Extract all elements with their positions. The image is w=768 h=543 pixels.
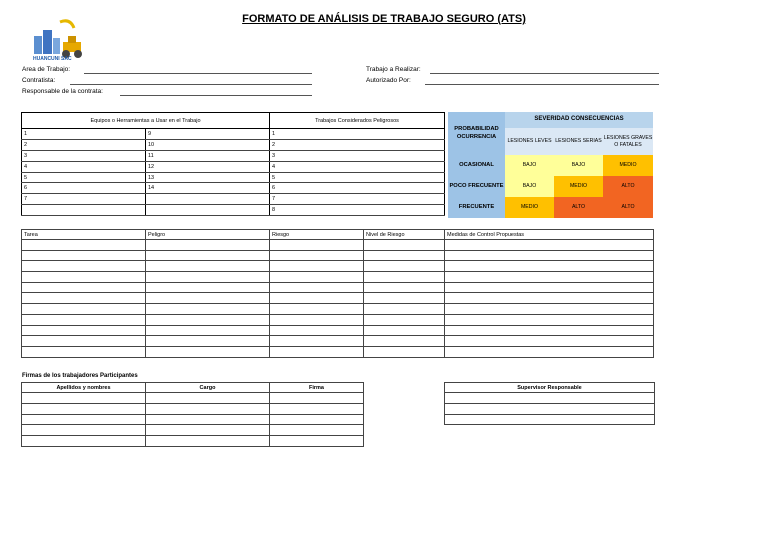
analysis-row [22, 336, 654, 347]
analysis-cell[interactable] [270, 325, 364, 336]
analysis-cell[interactable] [270, 261, 364, 272]
equipment-row [22, 139, 445, 150]
hazard-cell[interactable]: 2 [270, 139, 445, 150]
analysis-cell[interactable] [22, 325, 146, 336]
hazard-cell[interactable]: 1 [270, 129, 445, 140]
analysis-cell[interactable] [270, 346, 364, 357]
probability-level: OCASIONAL [448, 155, 505, 176]
tool-cell[interactable]: 12 [146, 161, 270, 172]
analysis-row [22, 250, 654, 261]
supervisor-cell[interactable] [445, 414, 655, 425]
tool-cell[interactable] [22, 205, 146, 216]
autorizado-label: Autorizado Por: [366, 77, 411, 84]
analysis-cell[interactable] [146, 272, 270, 283]
supervisor-row [445, 414, 655, 425]
tool-cell[interactable] [146, 194, 270, 205]
analysis-cell[interactable] [364, 261, 445, 272]
contratista-line[interactable] [70, 84, 312, 85]
equipment-table [21, 112, 445, 216]
analysis-cell[interactable] [22, 272, 146, 283]
analysis-cell[interactable] [146, 240, 270, 251]
risk-level-cell: ALTO [603, 197, 653, 218]
analysis-cell[interactable] [22, 314, 146, 325]
document-title: FORMATO DE ANÁLISIS DE TRABAJO SEGURO (ATS) [242, 13, 526, 25]
risk-level-cell: MEDIO [554, 176, 603, 197]
equipment-row [22, 205, 445, 216]
logo-text: HUANCUNI SAC [33, 56, 72, 62]
equipment-row [22, 161, 445, 172]
signature-cell[interactable] [146, 414, 270, 425]
supervisor-table [444, 382, 655, 425]
equipment-row [22, 183, 445, 194]
hazard-cell[interactable]: 6 [270, 183, 445, 194]
signatures-table [21, 382, 364, 447]
supervisor-cell[interactable] [445, 393, 655, 404]
equipment-row [22, 194, 445, 205]
severity-level: LESIONES LEVES [505, 128, 554, 155]
analysis-cell[interactable] [445, 240, 654, 251]
analysis-cell[interactable] [364, 314, 445, 325]
analysis-cell[interactable] [445, 314, 654, 325]
supervisor-cell[interactable] [445, 403, 655, 414]
analysis-row [22, 325, 654, 336]
equipment-row [22, 129, 445, 140]
analysis-column-header: Tarea [22, 230, 146, 240]
analysis-cell[interactable] [22, 240, 146, 251]
analysis-cell[interactable] [364, 293, 445, 304]
tool-cell[interactable]: 5 [22, 172, 146, 183]
signature-cell[interactable] [22, 425, 146, 436]
analysis-cell[interactable] [445, 293, 654, 304]
signature-cell[interactable] [146, 425, 270, 436]
probability-level: FRECUENTE [448, 197, 505, 218]
risk-level-cell: ALTO [603, 176, 653, 197]
equipment-row [22, 172, 445, 183]
analysis-cell[interactable] [146, 325, 270, 336]
analysis-cell[interactable] [22, 261, 146, 272]
probability-level: POCO FRECUENTE [448, 176, 505, 197]
signature-cell[interactable] [22, 436, 146, 447]
signature-cell[interactable] [146, 403, 270, 414]
analysis-column-header: Medidas de Control Propuestas [445, 230, 654, 240]
analysis-cell[interactable] [146, 250, 270, 261]
analysis-row [22, 282, 654, 293]
analysis-cell[interactable] [364, 282, 445, 293]
equipment-row [22, 150, 445, 161]
hazard-cell[interactable]: 7 [270, 194, 445, 205]
tool-cell[interactable]: 13 [146, 172, 270, 183]
analysis-cell[interactable] [364, 325, 445, 336]
analysis-cell[interactable] [364, 336, 445, 347]
supervisor-header: Supervisor Responsable [445, 383, 655, 393]
analysis-cell[interactable] [445, 272, 654, 283]
risk-matrix [448, 112, 653, 218]
risk-level-cell: BAJO [505, 176, 554, 197]
tool-cell[interactable]: 1 [22, 129, 146, 140]
analysis-table [21, 229, 654, 358]
analysis-cell[interactable] [270, 250, 364, 261]
tool-cell[interactable]: 14 [146, 183, 270, 194]
analysis-cell[interactable] [364, 250, 445, 261]
hazards-header: Trabajos Considerados Peligrosos [270, 113, 445, 129]
analysis-cell[interactable] [22, 293, 146, 304]
signature-row [22, 403, 364, 414]
analysis-column-header: Peligro [146, 230, 270, 240]
supervisor-row [445, 403, 655, 414]
signature-cell[interactable] [270, 425, 364, 436]
trabajo-label: Trabajo a Realizar: [366, 66, 421, 73]
trabajo-line[interactable] [430, 73, 659, 74]
severity-level: LESIONES GRAVES O FATALES [603, 128, 653, 155]
analysis-cell[interactable] [270, 314, 364, 325]
analysis-cell[interactable] [146, 282, 270, 293]
contratista-label: Contratista: [22, 77, 56, 84]
severity-header: SEVERIDAD CONSECUENCIAS [505, 112, 653, 128]
analysis-cell[interactable] [146, 304, 270, 315]
hazard-cell[interactable]: 8 [270, 205, 445, 216]
analysis-cell[interactable] [445, 346, 654, 357]
signature-row [22, 425, 364, 436]
risk-level-cell: BAJO [505, 155, 554, 176]
analysis-row [22, 261, 654, 272]
analysis-cell[interactable] [270, 336, 364, 347]
analysis-cell[interactable] [364, 304, 445, 315]
probability-header: PROBABILIDAD OCURRENCIA [448, 112, 505, 155]
analysis-cell[interactable] [146, 261, 270, 272]
tool-cell[interactable]: 2 [22, 139, 146, 150]
signature-cell[interactable] [270, 414, 364, 425]
signature-row [22, 436, 364, 447]
tool-cell[interactable]: 3 [22, 150, 146, 161]
analysis-row [22, 293, 654, 304]
area-label: Area de Trabajo: [22, 66, 71, 73]
analysis-row [22, 346, 654, 357]
signature-column-header: Firma [270, 383, 364, 393]
analysis-cell[interactable] [146, 336, 270, 347]
analysis-cell[interactable] [270, 293, 364, 304]
analysis-cell[interactable] [270, 240, 364, 251]
analysis-cell[interactable] [364, 240, 445, 251]
analysis-cell[interactable] [445, 261, 654, 272]
analysis-column-header: Nivel de Riesgo [364, 230, 445, 240]
risk-level-cell: BAJO [554, 155, 603, 176]
analysis-cell[interactable] [270, 272, 364, 283]
risk-level-cell: MEDIO [505, 197, 554, 218]
tools-header: Equipos o Herramientas a Usar en el Trabajo [22, 113, 270, 129]
analysis-cell[interactable] [270, 282, 364, 293]
signature-cell[interactable] [270, 436, 364, 447]
hazard-cell[interactable]: 4 [270, 161, 445, 172]
tool-cell[interactable]: 6 [22, 183, 146, 194]
analysis-cell[interactable] [445, 282, 654, 293]
analysis-cell[interactable] [445, 336, 654, 347]
analysis-cell[interactable] [146, 346, 270, 357]
analysis-cell[interactable] [146, 314, 270, 325]
analysis-cell[interactable] [270, 304, 364, 315]
signature-cell[interactable] [270, 403, 364, 414]
signature-column-header: Apellidos y nombres [22, 383, 146, 393]
responsable-line[interactable] [120, 95, 312, 96]
risk-level-cell: MEDIO [603, 155, 653, 176]
analysis-cell[interactable] [146, 293, 270, 304]
tool-cell[interactable]: 11 [146, 150, 270, 161]
analysis-cell[interactable] [22, 336, 146, 347]
responsable-label: Responsable de la contrata: [22, 88, 103, 95]
analysis-row [22, 240, 654, 251]
analysis-cell[interactable] [364, 346, 445, 357]
severity-level: LESIONES SERIAS [554, 128, 603, 155]
analysis-cell[interactable] [22, 304, 146, 315]
signature-column-header: Cargo [146, 383, 270, 393]
analysis-column-header: Riesgo [270, 230, 364, 240]
analysis-cell[interactable] [364, 272, 445, 283]
hazard-cell[interactable]: 5 [270, 172, 445, 183]
tool-cell[interactable]: 4 [22, 161, 146, 172]
tool-cell[interactable]: 10 [146, 139, 270, 150]
analysis-row [22, 304, 654, 315]
signature-row [22, 393, 364, 404]
signature-cell[interactable] [22, 414, 146, 425]
autorizado-line[interactable] [425, 84, 659, 85]
analysis-cell[interactable] [22, 250, 146, 261]
signature-cell[interactable] [22, 393, 146, 404]
analysis-cell[interactable] [445, 304, 654, 315]
area-line[interactable] [84, 73, 312, 74]
risk-level-cell: ALTO [554, 197, 603, 218]
signatures-caption: Firmas de los trabajadores Participantes [22, 373, 138, 379]
signature-row [22, 414, 364, 425]
analysis-row [22, 272, 654, 283]
supervisor-row [445, 393, 655, 404]
tool-cell[interactable] [146, 205, 270, 216]
signature-cell[interactable] [146, 393, 270, 404]
analysis-cell[interactable] [445, 250, 654, 261]
analysis-cell[interactable] [22, 282, 146, 293]
signature-cell[interactable] [146, 436, 270, 447]
signature-cell[interactable] [22, 403, 146, 414]
signature-cell[interactable] [270, 393, 364, 404]
analysis-cell[interactable] [445, 325, 654, 336]
analysis-row [22, 314, 654, 325]
hazard-cell[interactable]: 3 [270, 150, 445, 161]
analysis-cell[interactable] [22, 346, 146, 357]
tool-cell[interactable]: 7 [22, 194, 146, 205]
tool-cell[interactable]: 9 [146, 129, 270, 140]
